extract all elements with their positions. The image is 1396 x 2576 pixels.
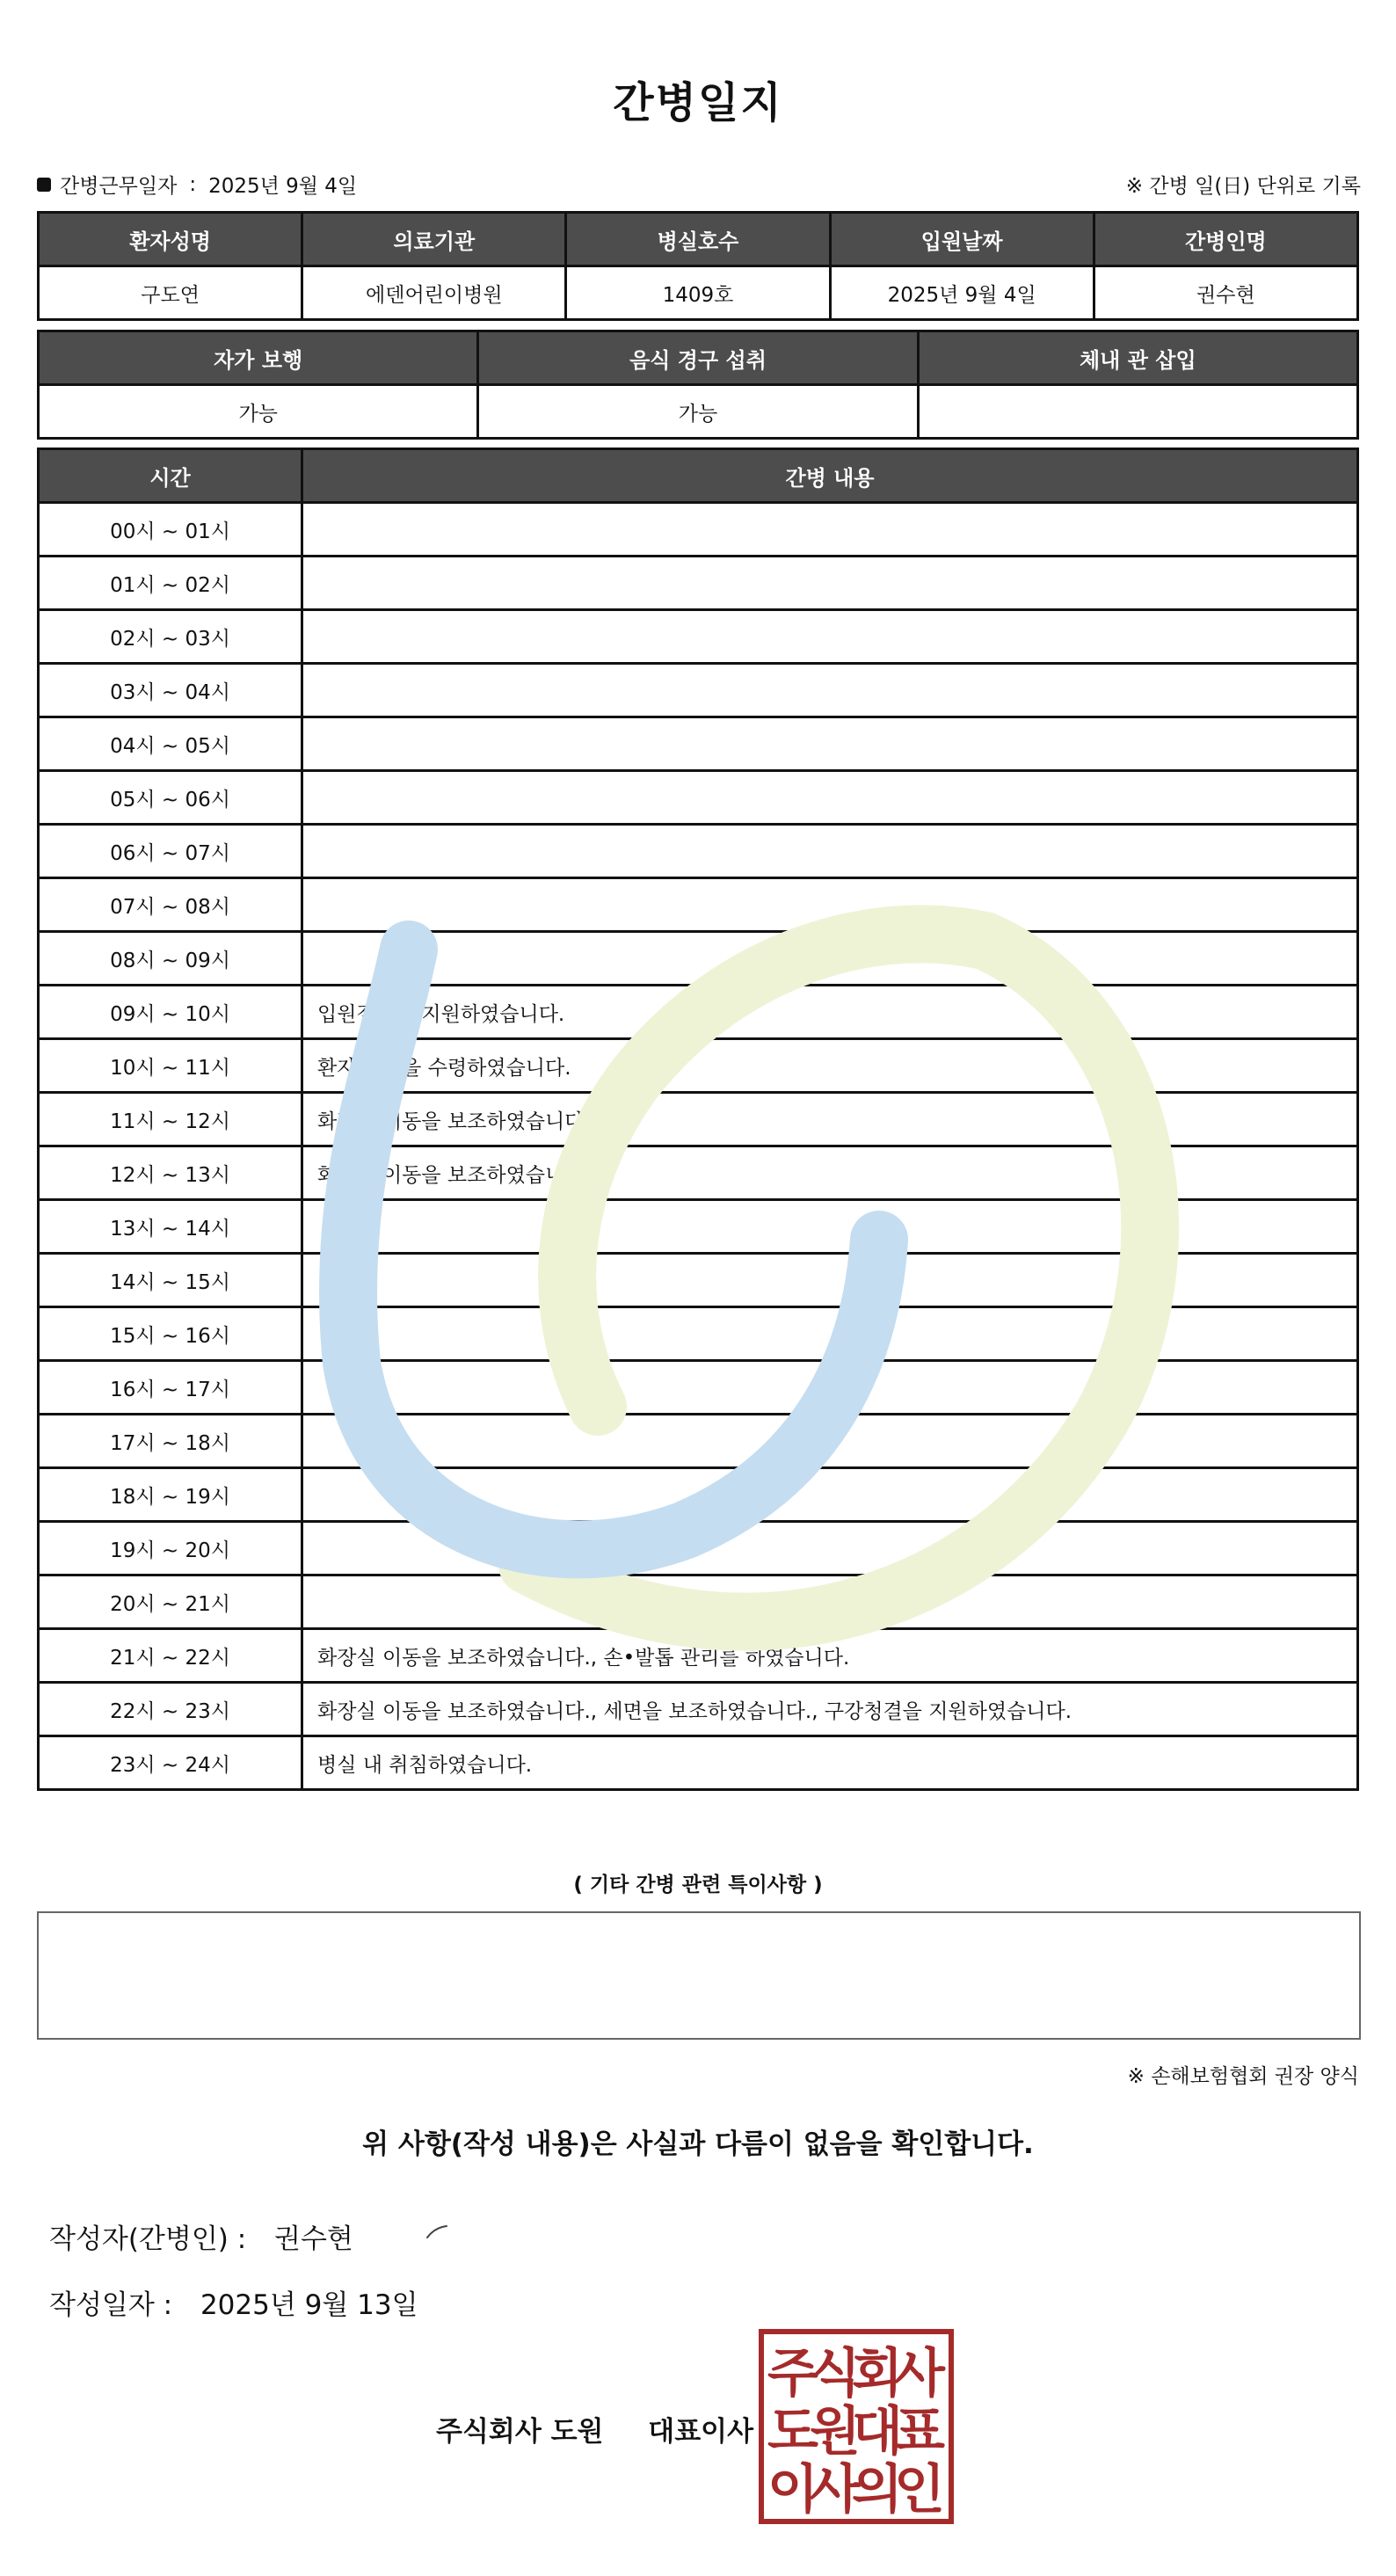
svg-text:인: 인 (894, 2459, 945, 2521)
time-cell: 12시 ~ 13시 (39, 1146, 302, 1200)
table-row (39, 878, 1358, 932)
time-cell: 06시 ~ 07시 (39, 825, 302, 878)
svg-text:회: 회 (852, 2343, 903, 2405)
writer-line (49, 2216, 353, 2256)
header-walking: 자가 보행 (39, 331, 478, 385)
content-cell (302, 878, 1358, 932)
table-row (39, 717, 1358, 771)
patient-info-table (37, 211, 1359, 321)
table-row (39, 1736, 1358, 1790)
content-cell (302, 1361, 1358, 1415)
header-patient-name: 환자성명 (39, 213, 302, 266)
content-cell (302, 503, 1358, 557)
patient-name: 구도연 (39, 266, 302, 320)
table-row (39, 825, 1358, 878)
writer-name: 권수현 (274, 2223, 353, 2255)
time-cell: 09시 ~ 10시 (39, 986, 302, 1039)
room-number: 1409호 (566, 266, 830, 320)
header-time: 시간 (39, 449, 302, 503)
recommend-note: ※ 손해보험협회 권장 양식 (1127, 2065, 1359, 2088)
tube-insertion-value (918, 385, 1357, 439)
table-row (39, 1146, 1358, 1200)
content-cell: 화장실 이동을 보조하였습니다., 세면을 보조하였습니다., 구강청결을 지원하였습니다. (302, 1683, 1358, 1736)
written-date-value: 2025년 9월 13일 (200, 2289, 418, 2321)
signature-mark (425, 2222, 452, 2243)
table-row (39, 1415, 1358, 1468)
hospital-name: 에덴어린이병원 (302, 266, 566, 320)
table-row (39, 610, 1358, 664)
header-room: 병실호수 (566, 213, 830, 266)
content-cell (302, 1200, 1358, 1254)
writer-label: 작성자(간병인) : (49, 2223, 247, 2255)
work-date-label: 간병근무일자 (60, 175, 178, 198)
content-cell: 화장실 이동을 보조하였습니다., 손•발톱 관리를 하였습니다. (302, 1629, 1358, 1683)
svg-text:주: 주 (767, 2343, 818, 2405)
svg-text:의: 의 (852, 2459, 903, 2521)
written-date-label: 작성일자 : (49, 2289, 173, 2321)
table-row (39, 1093, 1358, 1146)
svg-text:원: 원 (810, 2401, 861, 2463)
time-cell: 01시 ~ 02시 (39, 557, 302, 610)
time-cell: 19시 ~ 20시 (39, 1522, 302, 1575)
content-cell (302, 1575, 1358, 1629)
time-cell: 04시 ~ 05시 (39, 717, 302, 771)
content-cell (302, 825, 1358, 878)
ability-table (37, 330, 1359, 440)
special-notes-label: ( 기타 간병 관련 특이사항 ) (573, 1874, 823, 1896)
table-header-row (39, 213, 1358, 266)
time-cell: 05시 ~ 06시 (39, 771, 302, 825)
table-row (39, 1468, 1358, 1522)
table-row (39, 557, 1358, 610)
admission-date: 2025년 9월 4일 (830, 266, 1094, 320)
content-cell (302, 1522, 1358, 1575)
time-cell: 21시 ~ 22시 (39, 1629, 302, 1683)
table-header-row (39, 449, 1358, 503)
content-cell (302, 557, 1358, 610)
content-cell (302, 932, 1358, 986)
svg-text:도: 도 (767, 2401, 818, 2463)
time-cell: 20시 ~ 21시 (39, 1575, 302, 1629)
content-cell (302, 1415, 1358, 1468)
content-cell (302, 1468, 1358, 1522)
special-notes-box (37, 1911, 1361, 2040)
time-cell: 08시 ~ 09시 (39, 932, 302, 986)
svg-text:이: 이 (767, 2459, 818, 2521)
svg-text:대: 대 (852, 2401, 903, 2463)
time-cell: 03시 ~ 04시 (39, 664, 302, 717)
content-cell (302, 771, 1358, 825)
header-admission-date: 입원날짜 (830, 213, 1094, 266)
table-row (39, 1683, 1358, 1736)
content-cell: 화장실 이동을 보조하였습니다. (302, 1146, 1358, 1200)
care-log-table (37, 448, 1359, 1791)
confirm-statement: 위 사항(작성 내용)은 사실과 다름이 없음을 확인합니다. (362, 2128, 1034, 2160)
time-cell: 23시 ~ 24시 (39, 1736, 302, 1790)
header-oral-intake: 음식 경구 섭취 (478, 331, 918, 385)
header-caregiver-name: 간병인명 (1094, 213, 1357, 266)
work-date-line (37, 170, 357, 199)
time-cell: 10시 ~ 11시 (39, 1039, 302, 1093)
content-cell (302, 1254, 1358, 1307)
work-date-value: 2025년 9월 4일 (208, 175, 358, 198)
content-cell: 환자의 약을 수령하였습니다. (302, 1039, 1358, 1093)
company-seal-stamp (758, 2328, 955, 2525)
content-cell: 화장실 이동을 보조하였습니다. (302, 1093, 1358, 1146)
table-row (39, 503, 1358, 557)
page-title: 간병일지 (613, 78, 783, 127)
content-cell (302, 1307, 1358, 1361)
svg-text:사: 사 (894, 2343, 945, 2405)
table-row (39, 1629, 1358, 1683)
table-row (39, 385, 1358, 439)
table-row (39, 932, 1358, 986)
svg-text:표: 표 (894, 2401, 945, 2463)
record-unit-note: ※ 간병 일(日) 단위로 기록 (1125, 175, 1361, 198)
caregiver-name: 권수현 (1094, 266, 1357, 320)
content-cell (302, 717, 1358, 771)
time-cell: 13시 ~ 14시 (39, 1200, 302, 1254)
table-row (39, 1522, 1358, 1575)
header-care-content: 간병 내용 (302, 449, 1358, 503)
svg-text:사: 사 (810, 2459, 861, 2521)
table-row (39, 986, 1358, 1039)
bullet-square-icon (37, 178, 51, 192)
company-role: 대표이사 (648, 2416, 754, 2448)
content-cell: 입원절차를 지원하였습니다. (302, 986, 1358, 1039)
table-row (39, 1254, 1358, 1307)
time-cell: 07시 ~ 08시 (39, 878, 302, 932)
oral-intake-value: 가능 (478, 385, 918, 439)
time-cell: 14시 ~ 15시 (39, 1254, 302, 1307)
table-row (39, 771, 1358, 825)
table-row (39, 1361, 1358, 1415)
time-cell: 11시 ~ 12시 (39, 1093, 302, 1146)
time-cell: 02시 ~ 03시 (39, 610, 302, 664)
work-date-colon: : (189, 172, 197, 196)
content-cell (302, 664, 1358, 717)
table-row (39, 1575, 1358, 1629)
header-hospital: 의료기관 (302, 213, 566, 266)
walking-value: 가능 (39, 385, 478, 439)
time-cell: 17시 ~ 18시 (39, 1415, 302, 1468)
table-row (39, 1039, 1358, 1093)
table-header-row (39, 331, 1358, 385)
table-row (39, 266, 1358, 320)
time-cell: 18시 ~ 19시 (39, 1468, 302, 1522)
company-name: 주식회사 도원 (436, 2416, 604, 2448)
time-cell: 15시 ~ 16시 (39, 1307, 302, 1361)
svg-text:식: 식 (810, 2343, 861, 2405)
content-cell: 병실 내 취침하였습니다. (302, 1736, 1358, 1790)
time-cell: 00시 ~ 01시 (39, 503, 302, 557)
time-cell: 16시 ~ 17시 (39, 1361, 302, 1415)
table-row (39, 664, 1358, 717)
time-cell: 22시 ~ 23시 (39, 1683, 302, 1736)
table-row (39, 1307, 1358, 1361)
company-line (436, 2409, 753, 2449)
header-tube-insertion: 체내 관 삽입 (918, 331, 1357, 385)
table-row (39, 1200, 1358, 1254)
content-cell (302, 610, 1358, 664)
written-date-line (49, 2282, 418, 2322)
